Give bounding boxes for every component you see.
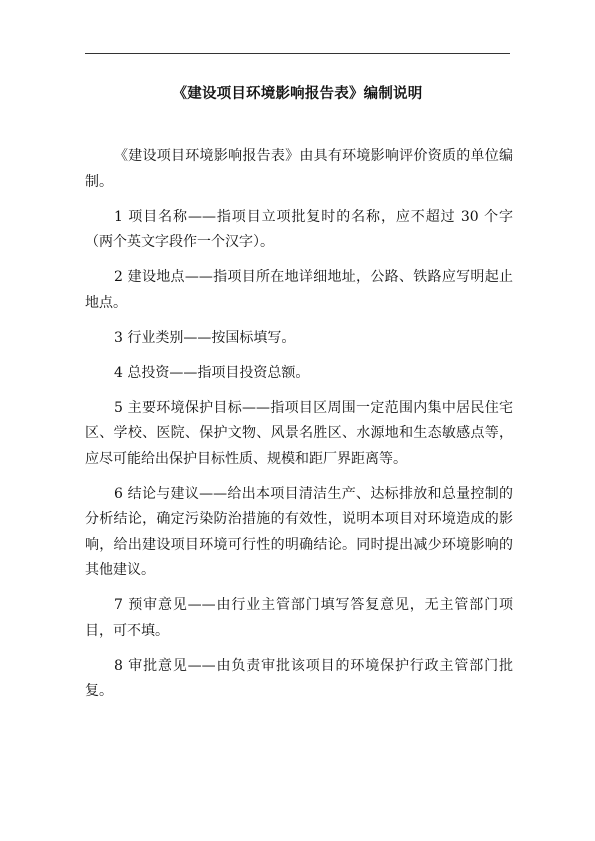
paragraph-protection-targets: 5 主要环境保护目标——指项目区周围一定范围内集中居民住宅区、学校、医院、保护文物、风景名胜区、水源地和生态敏感点等，应尽可能给出保护目标性质、规模和距厂界距离等。 bbox=[85, 399, 513, 467]
paragraph-conclusions: 6 结论与建议——给出本项目清洁生产、达标排放和总量控制的分析结论，确定污染防治措施的有效性，说明本项目对环境造成的影响，给出建设项目环境可行性的明确结论。同时提出减少环境影响的其他建议。 bbox=[85, 485, 513, 578]
document-body bbox=[85, 144, 513, 714]
paragraph-investment: 4 总投资——指项目投资总额。 bbox=[114, 364, 310, 381]
paragraph-project-name: 1 项目名称——指项目立项批复时的名称，应不超过 30 个字（两个英文字段作一个汉字）。 bbox=[85, 208, 513, 250]
page-title: 《建设项目环境影响报告表》编制说明 bbox=[172, 86, 423, 102]
header-rule bbox=[85, 53, 510, 54]
paragraph-approval: 8 审批意见——由负责审批该项目的环境保护行政主管部门批复。 bbox=[85, 657, 513, 699]
paragraph-industry: 3 行业类别——按国标填写。 bbox=[114, 329, 296, 346]
paragraph-location: 2 建设地点——指项目所在地详细地址，公路、铁路应写明起止地点。 bbox=[85, 269, 513, 311]
paragraph-intro: 《建设项目环境影响报告表》由具有环境影响评价资质的单位编制。 bbox=[85, 148, 513, 190]
paragraph-pre-review: 7 预审意见——由行业主管部门填写答复意见，无主管部门项目，可不填。 bbox=[85, 597, 513, 639]
